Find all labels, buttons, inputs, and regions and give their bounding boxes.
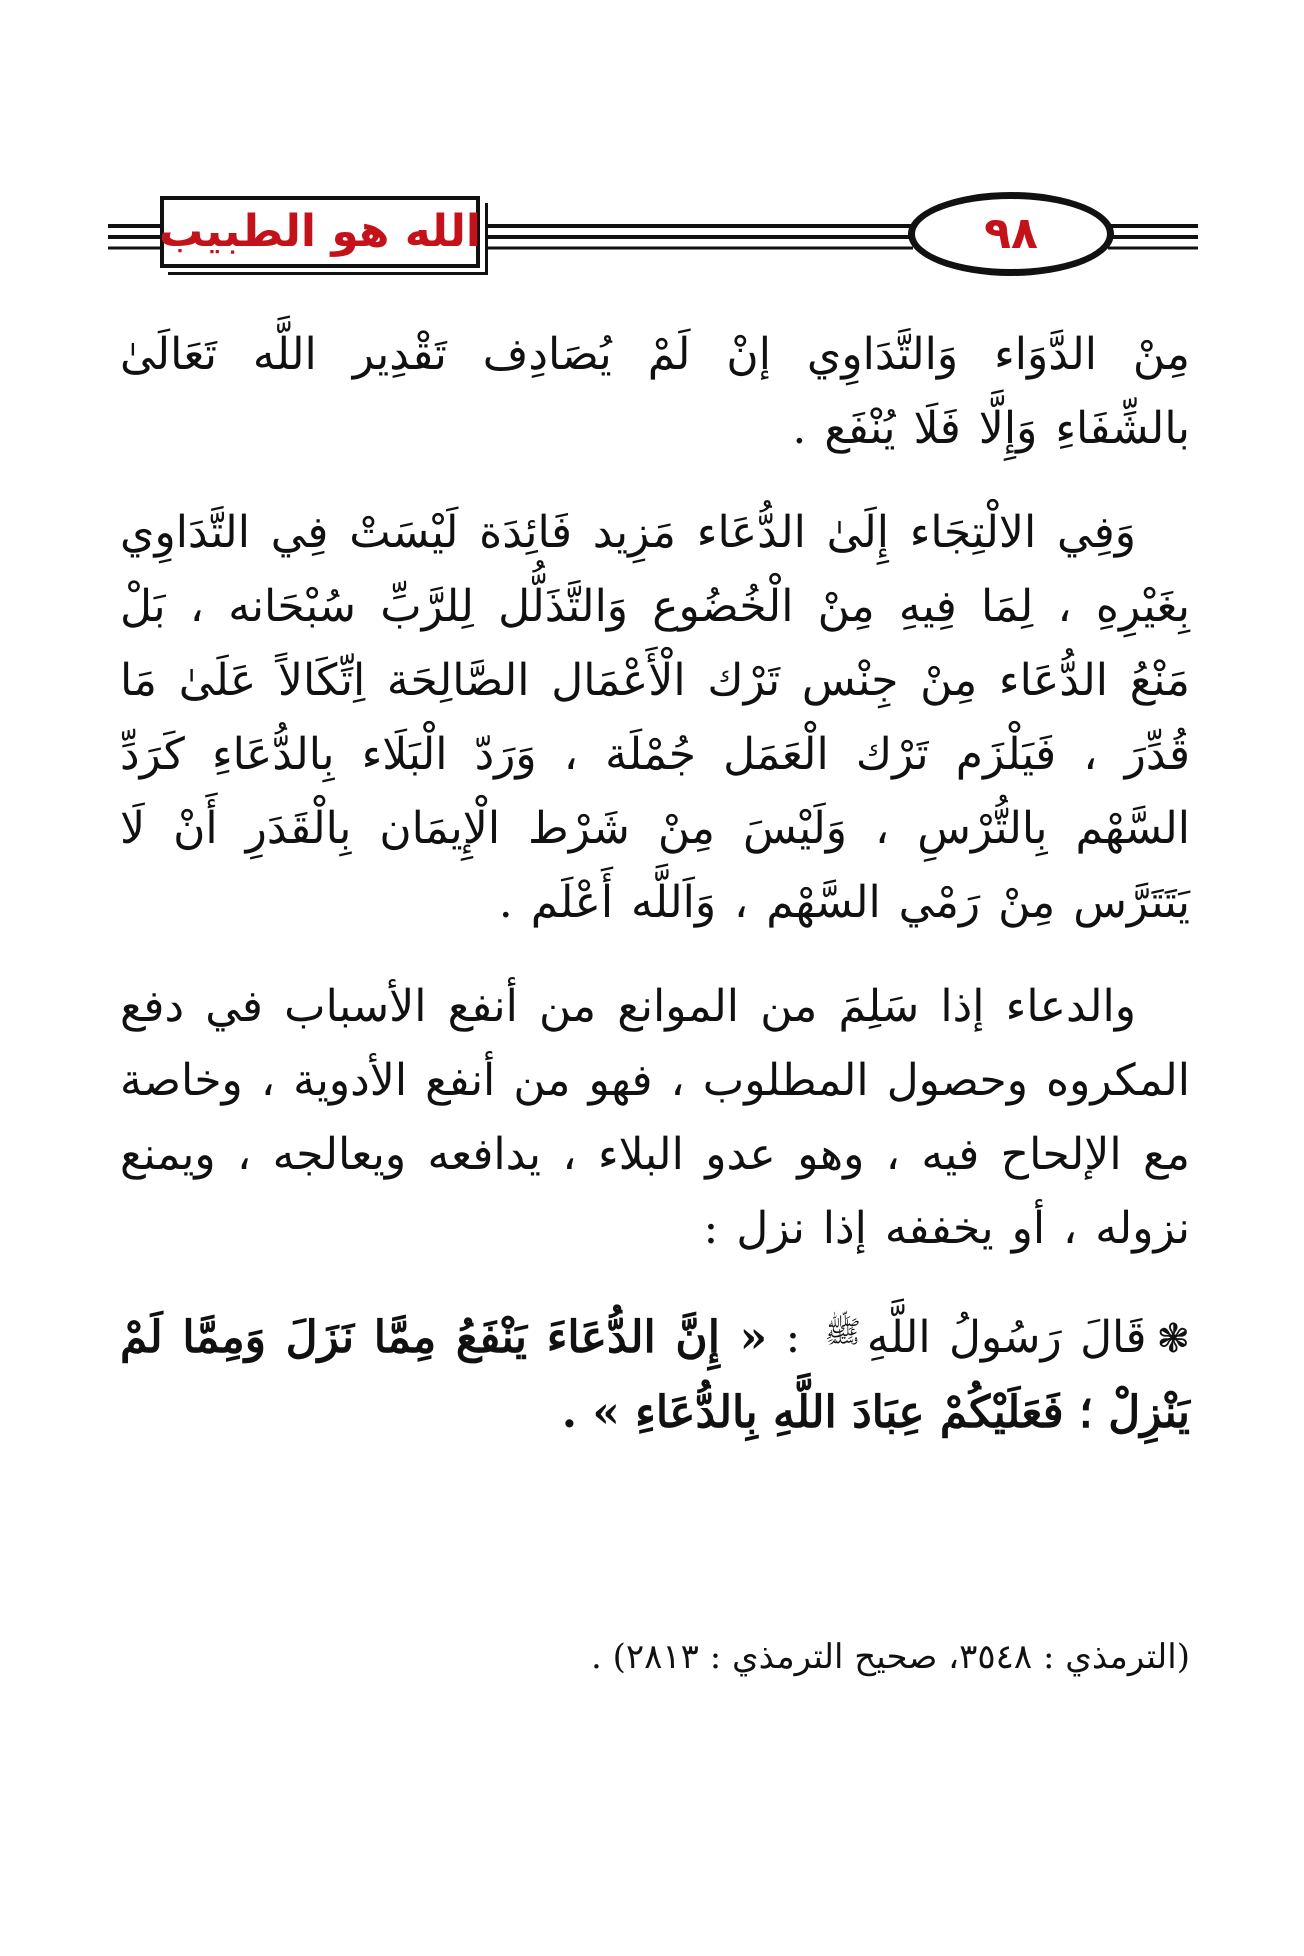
header-title-box (160, 196, 480, 268)
hadith-block (120, 1296, 1190, 1450)
paragraph-1: مِنْ الدَّوَاء وَالتَّدَاوِي إنْ لَمْ يُصَادِف تَقْدِير اللَّه تَعَالَىٰ بالشِّفَاءِ وَإِلَّا فَلَا يُنْفَع . (120, 329, 1190, 454)
page-header (108, 190, 1198, 280)
hadith-colon: : (767, 1312, 819, 1363)
hadith-intro: قَالَ رَسُولُ اللَّهِ (866, 1312, 1147, 1363)
paragraph-2: وَفِي الالْتِجَاء إِلَىٰ الدُّعَاء مَزِيد فَائِدَة لَيْسَتْ فِي التَّدَاوِي بِغَيْرِهِ ، لِمَا فِيهِ مِنْ الْخُضُوع وَالتَّذَلُّل لِلرَّبِّ سُبْحَانه ، بَلْ مَنْعُ الدُّعَاء مِنْ جِنْس تَرْك الْأَعْمَال الصَّالِحَة اِتِّكَالاً عَلَىٰ مَا قُدِّرَ ، فَيَلْزَم تَرْك الْعَمَل جُمْلَة ، وَرَدّ الْبَلَاء بِالدُّعَاءِ كَرَدِّ السَّهْم بِالتُّرْسِ ، وَلَيْسَ مِنْ شَرْط الْإِيمَان بِالْقَدَرِ أَنْ لَا يَتَتَرَّس مِنْ رَمْي السَّهْم ، وَاَللَّه أَعْلَم . (120, 507, 1190, 928)
salutation-glyph: ﷺ (824, 1315, 861, 1350)
page-body (120, 318, 1190, 1478)
paragraph-3: والدعاء إذا سَلِمَ من الموانع من أنفع الأسباب في دفع المكروه وحصول المطلوب ، فهو من أنفع الأدوية ، وخاصة مع الإلحاح فيه ، وهو عدو البلاء ، يدافعه ويعالجه ، ويمنع نزوله ، أو يخففه إذا نزل : (120, 981, 1190, 1254)
page-title: الله هو الطبيب (159, 206, 481, 257)
hadith-reference: (الترمذي : ٣٥٤٨، صحيح الترمذي : ٢٨١٣) . (590, 1637, 1190, 1677)
flower-star-icon: ❃ (1156, 1316, 1191, 1362)
page-number: ٩٨ (984, 208, 1038, 259)
page-number-oval (908, 192, 1114, 276)
hadith-quote: « إِنَّ الدُّعَاءَ يَنْفَعُ مِمَّا نَزَلَ وَمِمَّا لَمْ يَنْزِلْ ؛ فَعَلَيْكُمْ عِبَادَ اللَّهِ بِالدُّعَاءِ » . (120, 1312, 1190, 1438)
